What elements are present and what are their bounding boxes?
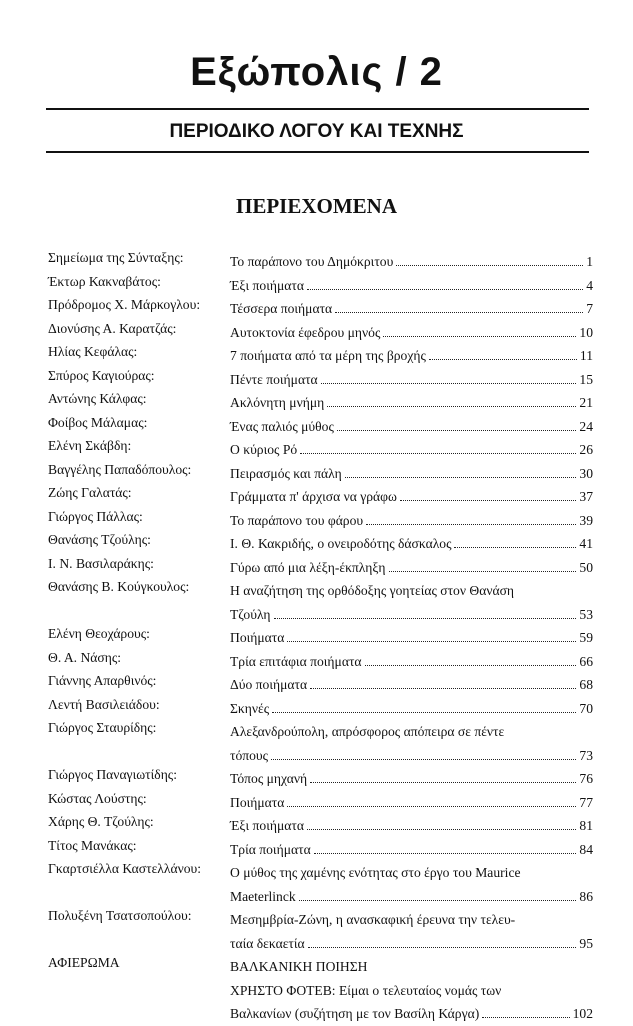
entry-title: Δύο ποιήματα bbox=[230, 677, 308, 692]
entry-title-line bbox=[230, 462, 593, 486]
page-number: 73 bbox=[579, 747, 593, 763]
entry-title-line bbox=[230, 744, 593, 768]
toc-entry bbox=[48, 767, 593, 791]
page-number: 21 bbox=[579, 395, 593, 410]
entry-title: Έξι ποιήματα bbox=[230, 277, 304, 293]
entry-author: Θανάσης Β. Κούγκουλος: bbox=[48, 579, 190, 594]
entry-title: Πειρασμός και πάλη bbox=[230, 465, 342, 481]
entry-title: Γύρω από μια λέξη-έκπληξη bbox=[230, 559, 386, 575]
entry-author: Διονύσης Α. Καρατζάς: bbox=[48, 320, 177, 336]
section-title: ΒΑΛΚΑΝΙΚΗ ΠΟΙΗΣΗ bbox=[230, 959, 368, 974]
page-number: 59 bbox=[579, 630, 593, 645]
entry-work bbox=[230, 438, 593, 462]
page-number: 30 bbox=[579, 465, 593, 481]
entry-author: Ηλίας Κεφάλας: bbox=[48, 344, 138, 359]
entry-title: Αυτοκτονία έφεδρου μηνός bbox=[230, 324, 381, 340]
entry-work bbox=[230, 532, 593, 556]
page-number: 24 bbox=[579, 418, 593, 434]
entry-author: Θανάσης Τζούλης: bbox=[48, 532, 151, 547]
entry-title-line bbox=[230, 626, 593, 650]
entry-title: Βαλκανίων (συζήτηση με τον Βασίλη Κάργα) bbox=[230, 1006, 480, 1021]
entry-title-line bbox=[230, 697, 593, 721]
dot-leader bbox=[400, 500, 576, 501]
entry-work bbox=[230, 814, 593, 838]
entry-work bbox=[230, 673, 593, 697]
entry-work bbox=[230, 767, 593, 791]
entry-title-line bbox=[230, 650, 593, 674]
entry-author: Γιάννης Απαρθινός: bbox=[48, 673, 157, 688]
entry-title-line bbox=[230, 791, 593, 815]
entry-title-line: Ο μύθος της χαμένης ενότητας στο έργο του Maurice bbox=[230, 865, 521, 880]
entry-title: Γράμματα π' άρχισα να γράφω bbox=[230, 489, 397, 504]
toc-entry bbox=[48, 861, 593, 908]
toc-entry bbox=[48, 274, 593, 298]
dot-leader bbox=[327, 406, 576, 407]
page-number: 76 bbox=[579, 771, 593, 786]
dot-leader bbox=[307, 289, 583, 290]
toc-entry bbox=[48, 673, 593, 697]
entry-work bbox=[230, 626, 593, 650]
page-number: 68 bbox=[579, 677, 593, 692]
dot-leader bbox=[335, 312, 583, 313]
entry-work bbox=[230, 368, 593, 392]
entry-author: Ζώης Γαλατάς: bbox=[48, 485, 132, 500]
entry-work bbox=[230, 509, 593, 533]
dot-leader bbox=[314, 853, 577, 854]
dot-leader bbox=[454, 547, 576, 548]
toc-entry bbox=[48, 720, 593, 767]
entry-work bbox=[230, 391, 593, 415]
entry-title-line bbox=[230, 368, 593, 392]
toc-entry bbox=[48, 908, 593, 955]
page-number: 70 bbox=[579, 700, 593, 716]
page-number: 66 bbox=[579, 653, 593, 669]
dot-leader bbox=[383, 336, 576, 337]
page-number: 26 bbox=[579, 442, 593, 457]
entry-title-line bbox=[230, 321, 593, 345]
page-number: 37 bbox=[579, 489, 593, 504]
page-number: 86 bbox=[579, 888, 593, 904]
page-number: 84 bbox=[579, 841, 593, 857]
dot-leader bbox=[308, 947, 577, 948]
dot-leader bbox=[272, 712, 576, 713]
toc-entry bbox=[48, 791, 593, 815]
toc-entry bbox=[48, 415, 593, 439]
entry-title-line bbox=[230, 767, 593, 791]
entry-work bbox=[230, 838, 593, 862]
entry-author: Σημείωμα της Σύνταξης: bbox=[48, 250, 184, 265]
page-number: 7 bbox=[586, 301, 593, 316]
entry-title: Ο κύριος Ρό bbox=[230, 442, 298, 457]
contents-heading: ΠΕΡΙΕΧΟΜΕΝΑ bbox=[235, 194, 397, 218]
dot-leader bbox=[287, 806, 576, 807]
dot-leader bbox=[307, 829, 576, 830]
entry-title-line bbox=[230, 250, 593, 274]
entry-work bbox=[230, 321, 593, 345]
entry-author: Λεντή Βασιλειάδου: bbox=[48, 696, 160, 712]
dot-leader bbox=[482, 1017, 569, 1018]
dot-leader bbox=[310, 688, 576, 689]
dot-leader bbox=[271, 759, 576, 760]
entry-author: Φοίβος Μάλαμας: bbox=[48, 414, 148, 430]
page-number: 102 bbox=[572, 1006, 593, 1021]
entry-title-line bbox=[230, 1002, 593, 1026]
entry-author: Πρόδρομος Χ. Μάρκογλου: bbox=[48, 297, 201, 312]
toc-entry bbox=[48, 556, 593, 580]
entry-title: Maeterlinck bbox=[230, 888, 296, 904]
entry-title-line bbox=[230, 391, 593, 415]
dot-leader bbox=[389, 571, 577, 572]
entry-title-line bbox=[230, 415, 593, 439]
toc-entry bbox=[48, 838, 593, 862]
entry-work bbox=[230, 462, 593, 486]
entry-title: Ακλόνητη μνήμη bbox=[230, 395, 325, 410]
entry-title: ταία δεκαετία bbox=[230, 935, 305, 951]
toc-entry bbox=[48, 438, 593, 462]
entry-author: Έκτωρ Κακναβάτος: bbox=[48, 273, 161, 289]
toc-entry bbox=[48, 321, 593, 345]
entry-title: Σκηνές bbox=[230, 700, 270, 716]
page-number: 15 bbox=[579, 371, 593, 387]
entry-author: Πολυξένη Τσατσοπούλου: bbox=[48, 908, 192, 923]
toc-entry bbox=[48, 579, 593, 626]
entry-title-line bbox=[230, 673, 593, 697]
entry-work bbox=[230, 556, 593, 580]
entry-author: Βαγγέλης Παπαδόπουλος: bbox=[48, 461, 192, 477]
dot-leader bbox=[366, 524, 576, 525]
entry-work bbox=[230, 250, 593, 274]
page-number: 10 bbox=[579, 324, 593, 340]
page-number: 1 bbox=[586, 254, 593, 269]
page-number: 41 bbox=[579, 536, 593, 551]
entry-title-line bbox=[230, 485, 593, 509]
entry-title-line: ΧΡΗΣΤΟ ΦΟΤΕΒ: Είμαι ο τελευταίος νομάς των bbox=[230, 982, 502, 998]
toc-entry bbox=[48, 955, 593, 1026]
entry-work bbox=[230, 650, 593, 674]
entry-title: Ένας παλιός μύθος bbox=[230, 418, 334, 434]
page-number: 95 bbox=[579, 935, 593, 951]
entry-title-line bbox=[230, 932, 593, 956]
entry-title: Τέσσερα ποιήματα bbox=[230, 301, 333, 316]
entry-work bbox=[230, 579, 593, 626]
entry-author: Γκαρτσιέλλα Καστελλάνου: bbox=[48, 861, 202, 876]
entry-title: Πέντε ποιήματα bbox=[230, 371, 318, 387]
entry-title: τόπους bbox=[230, 747, 269, 763]
entry-work bbox=[230, 791, 593, 815]
dot-leader bbox=[310, 782, 576, 783]
toc-entry bbox=[48, 626, 593, 650]
dot-leader bbox=[345, 477, 577, 478]
entry-author: Χάρης Θ. Τζούλης: bbox=[48, 814, 154, 829]
entry-work bbox=[230, 415, 593, 439]
entry-title: 7 ποιήματα από τα μέρη της βροχής bbox=[230, 348, 426, 363]
entry-work bbox=[230, 344, 593, 368]
toc-entry bbox=[48, 532, 593, 556]
entry-title-line bbox=[230, 344, 593, 368]
journal-subtitle: ΠΕΡΙΟΔΙΚΟ ΛΟΓΟΥ ΚΑΙ ΤΕΧΝΗΣ bbox=[169, 121, 464, 142]
entry-work bbox=[230, 274, 593, 298]
toc-entry bbox=[48, 368, 593, 392]
entry-author: Θ. Α. Νάσης: bbox=[48, 649, 122, 665]
toc-entry bbox=[48, 697, 593, 721]
entry-title: Τζούλη bbox=[230, 606, 271, 622]
page-number: 50 bbox=[579, 559, 593, 575]
entry-author: Ι. Ν. Βασιλαράκης: bbox=[48, 555, 154, 571]
table-of-contents bbox=[48, 250, 593, 1026]
entry-title: Τρία ποιήματα bbox=[230, 841, 311, 857]
dot-leader bbox=[299, 900, 577, 901]
entry-work bbox=[230, 485, 593, 509]
entry-title-line bbox=[230, 297, 593, 321]
toc-entry bbox=[48, 391, 593, 415]
entry-author: ΑΦΙΕΡΩΜΑ bbox=[48, 955, 120, 970]
toc-entry bbox=[48, 650, 593, 674]
page-number: 53 bbox=[579, 606, 593, 622]
entry-work bbox=[230, 697, 593, 721]
entry-title-line bbox=[230, 509, 593, 533]
entry-title: Ποιήματα bbox=[230, 630, 285, 645]
entry-work bbox=[230, 955, 593, 1026]
entry-title-line bbox=[230, 885, 593, 909]
entry-title: Τόπος μηχανή bbox=[230, 771, 308, 786]
entry-title-line bbox=[230, 838, 593, 862]
entry-title-line: Μεσημβρία-Ζώνη, η ανασκαφική έρευνα την τελευ- bbox=[230, 912, 516, 927]
entry-author: Ελένη Θεοχάρους: bbox=[48, 626, 150, 641]
entry-title: Το παράπονο του φάρου bbox=[230, 512, 364, 528]
toc-entry bbox=[48, 297, 593, 321]
toc-entry bbox=[48, 485, 593, 509]
entry-work bbox=[230, 720, 593, 767]
entry-title-line bbox=[230, 438, 593, 462]
toc-entry bbox=[48, 344, 593, 368]
entry-author: Γιώργος Σταυρίδης: bbox=[48, 720, 157, 735]
journal-title: Εξώπολις / 2 bbox=[190, 50, 443, 94]
entry-author: Τίτος Μανάκας: bbox=[48, 837, 137, 853]
entry-title: Ι. Θ. Κακριδής, ο ονειροδότης δάσκαλος bbox=[230, 536, 452, 551]
bottom-rule bbox=[46, 151, 589, 153]
toc-entry bbox=[48, 509, 593, 533]
entry-author: Σπύρος Καγιούρας: bbox=[48, 367, 155, 383]
entry-work bbox=[230, 908, 593, 955]
entry-title-line bbox=[230, 274, 593, 298]
entry-work bbox=[230, 297, 593, 321]
entry-title: Τρία επιτάφια ποιήματα bbox=[230, 653, 362, 669]
dot-leader bbox=[321, 383, 577, 384]
dot-leader bbox=[287, 641, 576, 642]
entry-author: Αντώνης Κάλφας: bbox=[48, 391, 147, 406]
page-number: 39 bbox=[579, 512, 593, 528]
entry-title-line bbox=[230, 532, 593, 556]
entry-work bbox=[230, 861, 593, 908]
entry-title-line: Αλεξανδρούπολη, απρόσφορος απόπειρα σε πέντε bbox=[230, 724, 505, 739]
entry-title: Ποιήματα bbox=[230, 794, 285, 810]
page-number: 11 bbox=[579, 348, 593, 363]
entry-title-line bbox=[230, 603, 593, 627]
toc-entry bbox=[48, 814, 593, 838]
dot-leader bbox=[337, 430, 577, 431]
page-number: 81 bbox=[579, 818, 593, 833]
dot-leader bbox=[274, 618, 577, 619]
entry-title: Το παράπονο του Δημόκριτου bbox=[230, 254, 394, 269]
entry-author: Γιώργος Παναγιωτίδης: bbox=[48, 767, 177, 782]
dot-leader bbox=[429, 359, 577, 360]
page-number: 4 bbox=[586, 277, 593, 293]
dot-leader bbox=[365, 665, 577, 666]
dot-leader bbox=[300, 453, 576, 454]
page-number: 77 bbox=[579, 794, 593, 810]
entry-title: Έξι ποιήματα bbox=[230, 818, 304, 833]
entry-author: Γιώργος Πάλλας: bbox=[48, 508, 143, 524]
entry-title-line: Η αναζήτηση της ορθόδοξης γοητείας στον Θανάση bbox=[230, 583, 515, 598]
entry-title-line bbox=[230, 814, 593, 838]
dot-leader bbox=[396, 265, 583, 266]
top-rule bbox=[46, 108, 589, 110]
toc-entry bbox=[48, 250, 593, 274]
toc-entry bbox=[48, 462, 593, 486]
entry-title-line bbox=[230, 556, 593, 580]
entry-author: Κώστας Λούστης: bbox=[48, 790, 147, 806]
entry-author: Ελένη Σκάβδη: bbox=[48, 438, 132, 453]
